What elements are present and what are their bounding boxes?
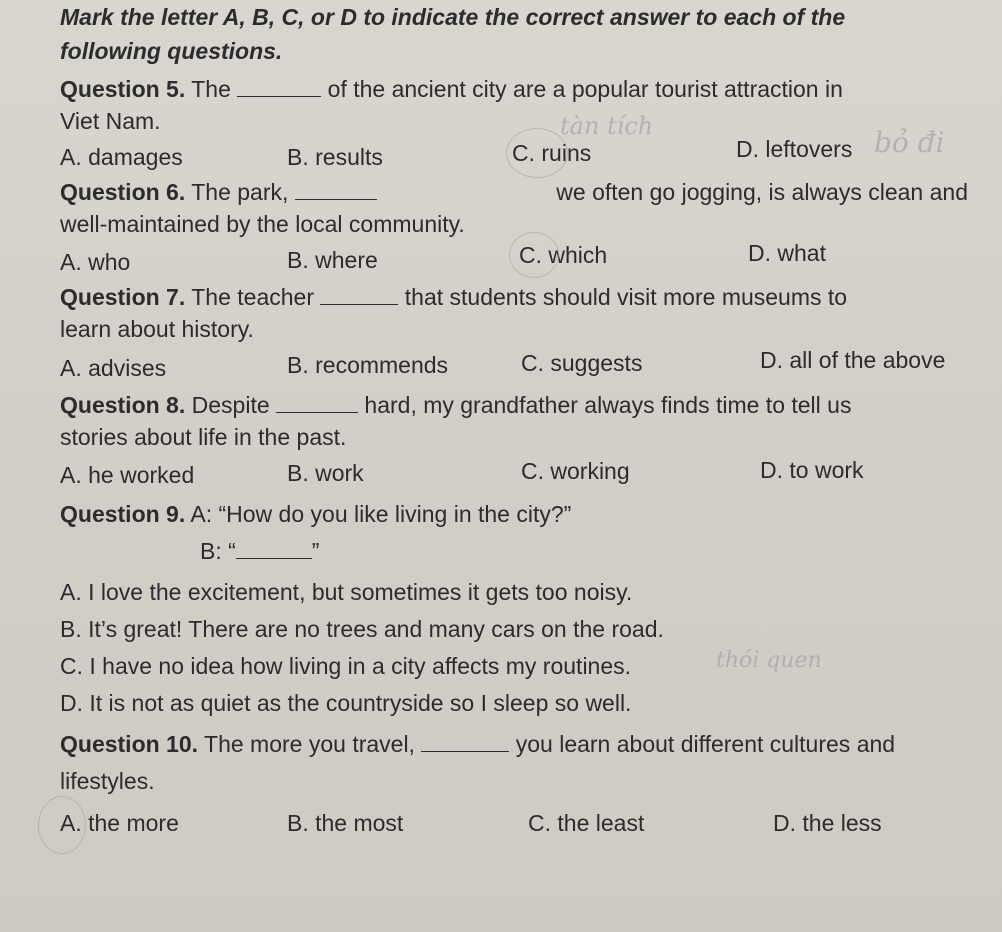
question-10-text-after: you learn about different cultures and	[515, 731, 896, 757]
question-7-stem	[60, 282, 847, 312]
instruction-line-2: following questions.	[60, 38, 283, 64]
question-6-text-after: we often go jogging, is always clean and	[556, 179, 968, 205]
q5-option-c[interactable]: C. ruins	[512, 140, 592, 166]
question-10-stem-line-2: lifestyles.	[60, 768, 155, 794]
q6-option-b[interactable]: B. where	[287, 247, 378, 273]
question-9-b-open: B: “	[200, 538, 236, 564]
q5-option-d[interactable]: D. leftovers	[736, 136, 853, 162]
q6-option-c[interactable]: C. which	[519, 242, 608, 268]
q7-option-d[interactable]: D. all of the above	[760, 347, 946, 373]
question-7-blank[interactable]	[320, 284, 398, 305]
q9-option-c[interactable]: C. I have no idea how living in a city affects my routines.	[60, 653, 632, 679]
handwritten-note-ruins: tàn tích	[560, 112, 654, 140]
question-8-stem	[60, 390, 851, 420]
question-6-blank[interactable]	[295, 179, 377, 200]
q10-option-d[interactable]: D. the less	[773, 810, 882, 836]
question-5-stem	[60, 74, 843, 104]
q10-option-c[interactable]: C. the least	[528, 810, 645, 836]
question-9-stem	[60, 499, 571, 529]
question-7-stem-line-2: learn about history.	[60, 316, 254, 342]
q6-option-d[interactable]: D. what	[748, 240, 826, 266]
question-9-response-line	[200, 536, 319, 566]
question-8-text-before: Despite	[191, 392, 270, 418]
question-7-text-after: that students should visit more museums to	[404, 284, 848, 310]
instruction-line-1: Mark the letter A, B, C, or D to indicate the correct answer to each of the	[60, 4, 846, 30]
q9-option-b[interactable]: B. It’s great! There are no trees and many cars on the road.	[60, 616, 664, 642]
question-9-blank[interactable]	[236, 538, 312, 559]
question-9-b-close: ”	[311, 538, 320, 564]
q8-option-b[interactable]: B. work	[287, 460, 364, 486]
q7-option-c[interactable]: C. suggests	[521, 350, 643, 376]
q10-option-a[interactable]: A. the more	[60, 810, 179, 836]
question-8-text-after: hard, my grandfather always finds time to tell us	[364, 392, 852, 418]
q7-option-b[interactable]: B. recommends	[287, 352, 449, 378]
q10-option-b[interactable]: B. the most	[287, 810, 404, 836]
question-6-text-before: The park,	[191, 179, 289, 205]
q6-option-a[interactable]: A. who	[60, 249, 131, 275]
question-5-text-before: The	[191, 76, 231, 102]
pencil-circle-q10	[38, 796, 86, 854]
question-8-stem-line-2: stories about life in the past.	[60, 424, 347, 450]
handwritten-note-routines: thói quen	[716, 648, 822, 673]
question-10-text-before: The more you travel,	[204, 731, 415, 757]
q5-option-a[interactable]: A. damages	[60, 144, 183, 170]
question-8-number: Question 8.	[60, 392, 186, 418]
question-10-blank[interactable]	[421, 731, 509, 752]
pencil-circle-q5	[506, 128, 568, 178]
question-5-blank[interactable]	[237, 76, 321, 97]
handwritten-note-leftovers: bỏ đi	[874, 126, 945, 159]
question-6-stem-line-2: well-maintained by the local community.	[60, 211, 465, 237]
question-9-number: Question 9.	[60, 501, 186, 527]
question-7-number: Question 7.	[60, 284, 186, 310]
question-5-text-after: of the ancient city are a popular tourist attraction in	[327, 76, 843, 102]
q7-option-a[interactable]: A. advises	[60, 355, 167, 381]
question-8-blank[interactable]	[276, 392, 358, 413]
question-5-stem-line-2: Viet Nam.	[60, 108, 161, 134]
q9-option-d[interactable]: D. It is not as quiet as the countryside so I sleep so well.	[60, 690, 632, 716]
pencil-circle-q6	[509, 232, 559, 278]
question-5-number: Question 5.	[60, 76, 186, 102]
question-6-number: Question 6.	[60, 179, 186, 205]
question-10-stem	[60, 729, 895, 759]
question-10-number: Question 10.	[60, 731, 199, 757]
q5-option-b[interactable]: B. results	[287, 144, 383, 170]
question-7-text-before: The teacher	[191, 284, 314, 310]
q9-option-a[interactable]: A. I love the excitement, but sometimes it gets too noisy.	[60, 579, 633, 605]
q8-option-a[interactable]: A. he worked	[60, 462, 195, 488]
question-9-prompt: A: “How do you like living in the city?”	[190, 501, 572, 527]
q8-option-d[interactable]: D. to work	[760, 457, 864, 483]
question-6-stem	[60, 177, 968, 207]
q8-option-c[interactable]: C. working	[521, 458, 630, 484]
